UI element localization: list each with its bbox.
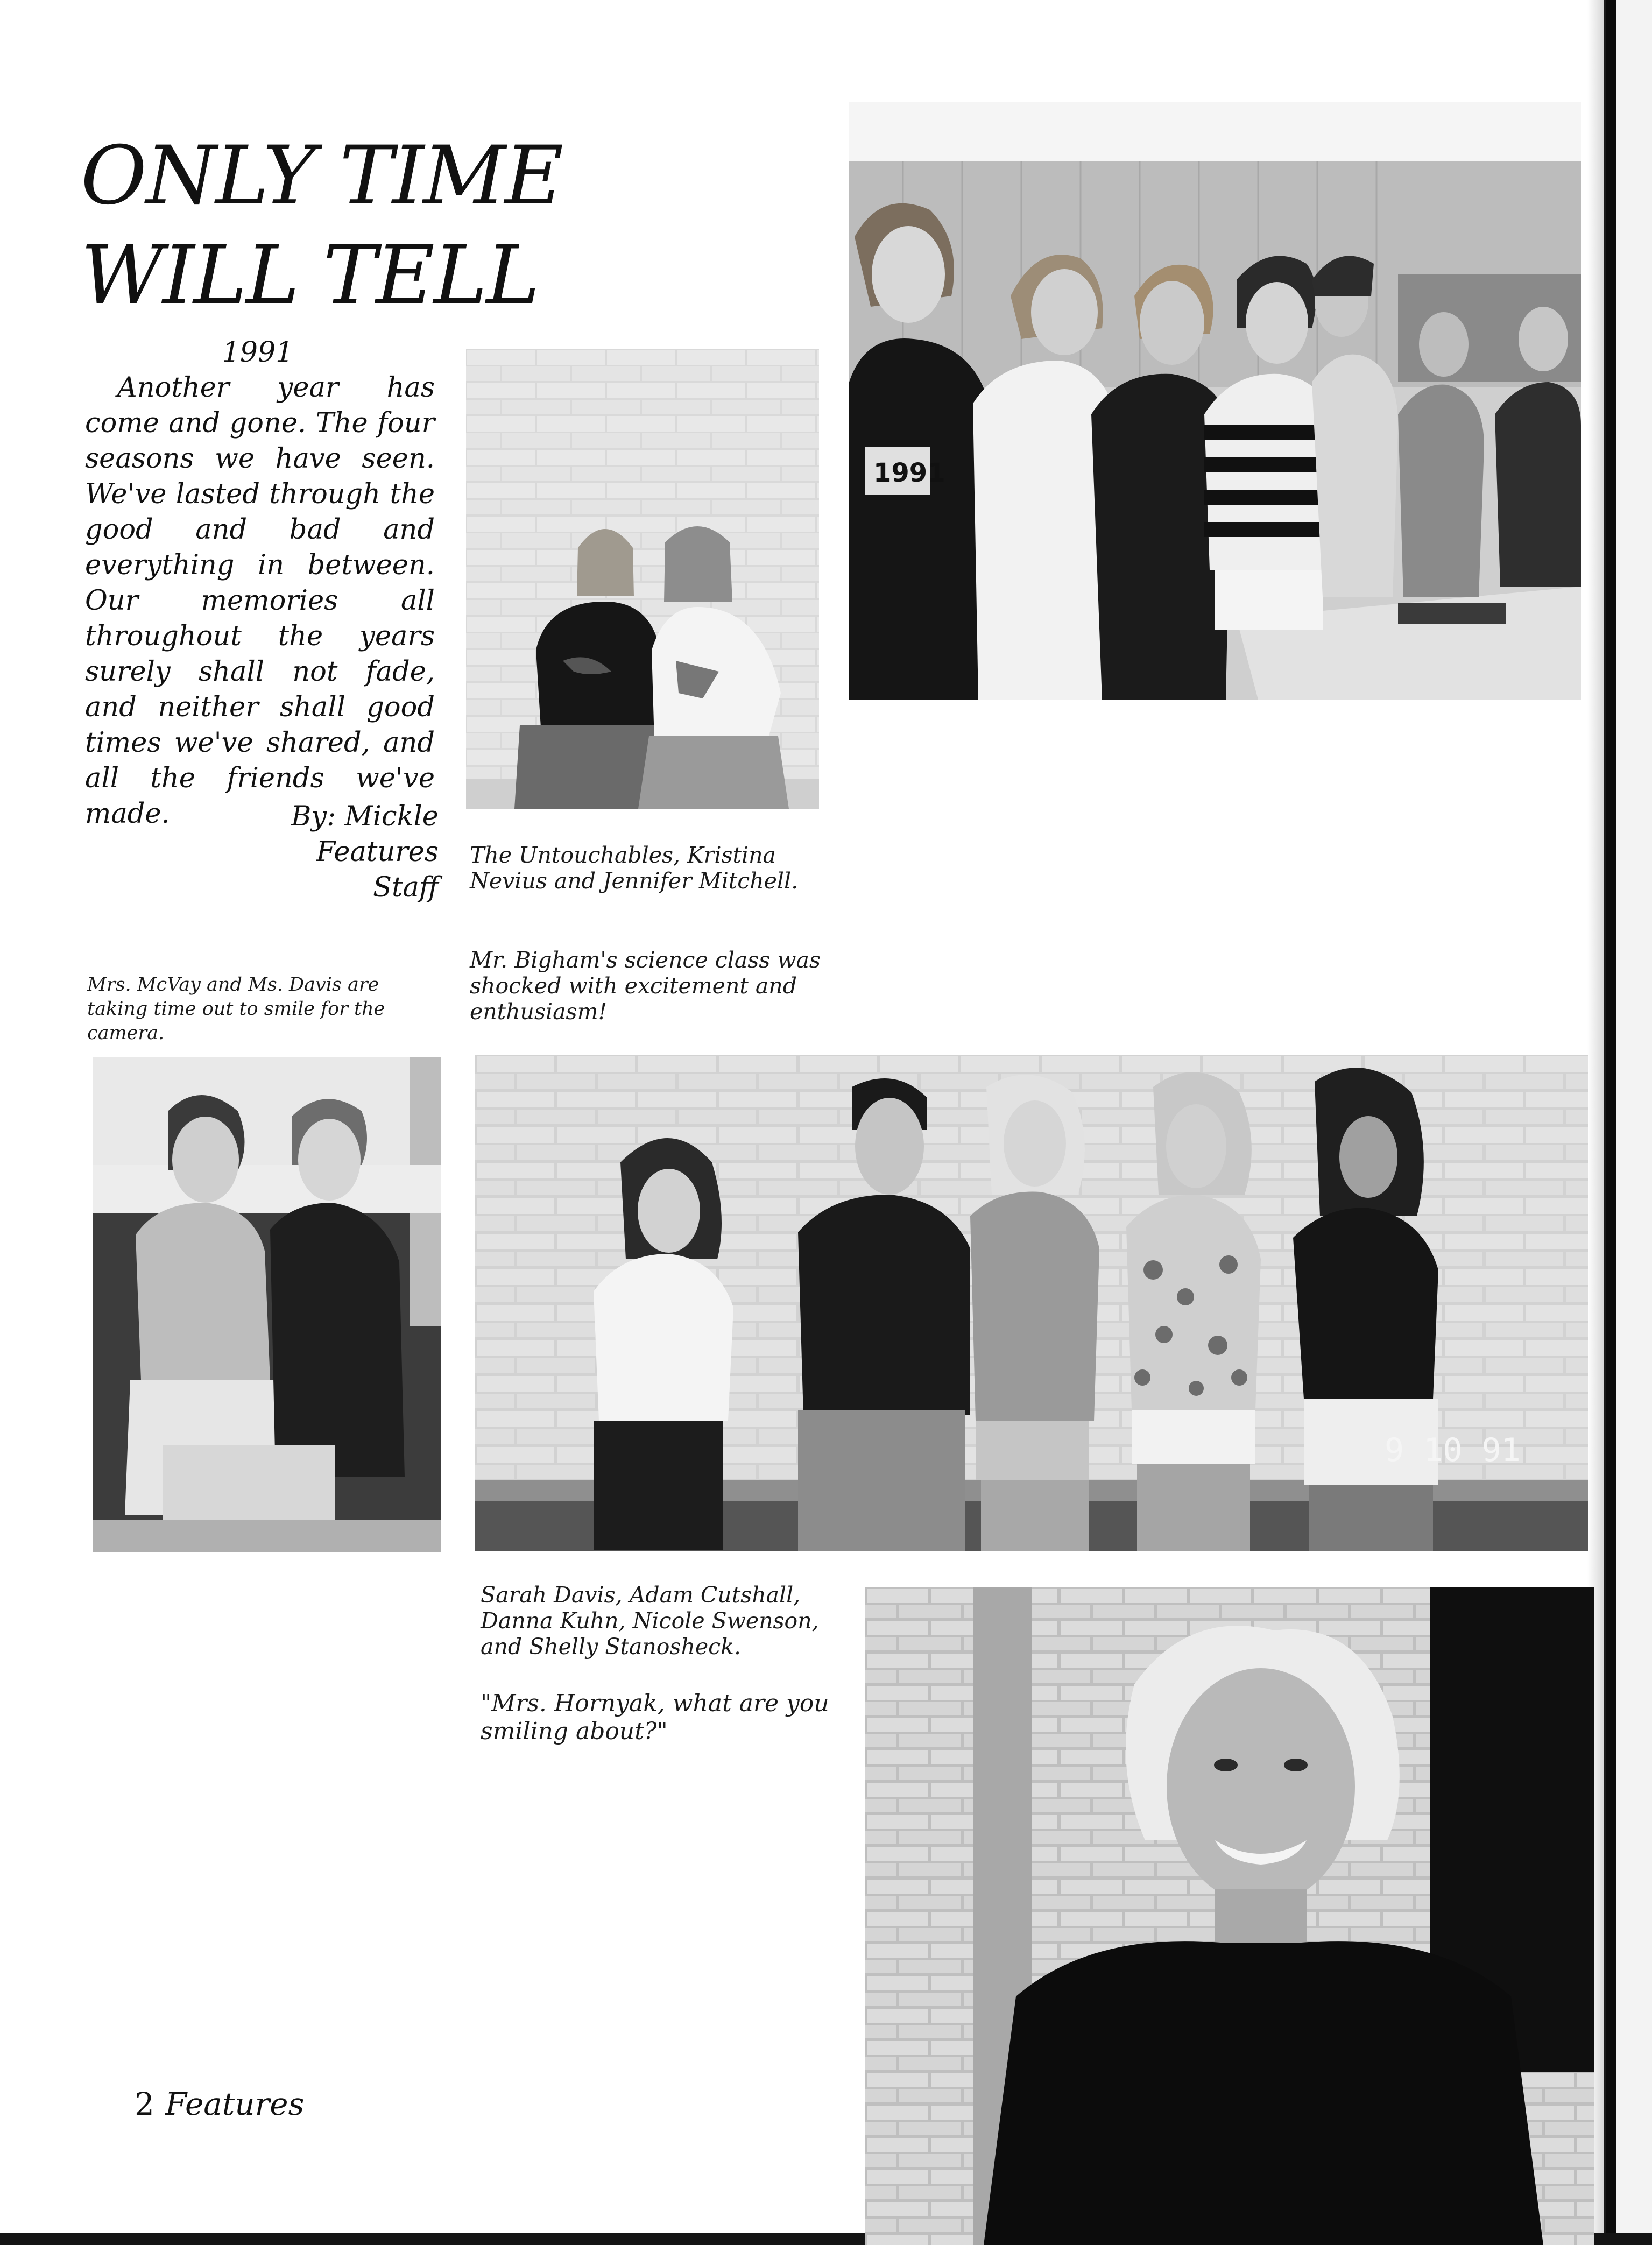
poem-text: Another year has come and gone. The four seasons we have seen. We've lasted through the good and bad and everything in between. Our memories all throughout the years surely shall not fade, and neither shall good times we've shared, and all the friends we've made.: [85, 372, 435, 830]
poem-year: 1991: [222, 336, 294, 369]
page-edge-binding: [1606, 0, 1616, 2245]
caption-science-class: Mr. Bigham's science class was shocked with excitement and enthusiasm!: [470, 947, 821, 1025]
caption-untouchables: The Untouchables, Kristina Nevius and Jennifer Mitchell.: [470, 842, 799, 894]
page-folio: [135, 2085, 304, 2123]
title-line-1: ONLY TIME: [81, 129, 563, 223]
signature-line-3: Staff: [373, 872, 439, 903]
photo-date-stamp: 9 10 91: [1385, 1431, 1521, 1469]
poem-signature: [231, 799, 439, 906]
photo-hornyak: [865, 1587, 1594, 2245]
signature-line-2: Features: [316, 836, 439, 868]
caption-hornyak: "Mrs. Hornyak, what are you smiling about?": [481, 1690, 829, 1745]
photo-teachers: [93, 1057, 441, 1552]
page-number: 2: [135, 2086, 154, 2122]
photo-science-class: [849, 102, 1581, 700]
photo-untouchables: [466, 349, 819, 809]
photo-five-students: [475, 1055, 1588, 1551]
shirt-text-1991: 1991: [873, 458, 945, 488]
signature-line-1: By: Mickle: [291, 801, 439, 832]
section-name: Features: [165, 2086, 305, 2122]
title-line-2: WILL TELL: [81, 229, 539, 322]
caption-group-names: Sarah Davis, Adam Cutshall, Danna Kuhn, Nicole Swenson, and Shelly Stanosheck.: [481, 1582, 819, 1660]
caption-teachers: Mrs. McVay and Ms. Davis are taking time out to smile for the camera.: [87, 974, 385, 1044]
page-title: [81, 126, 608, 326]
